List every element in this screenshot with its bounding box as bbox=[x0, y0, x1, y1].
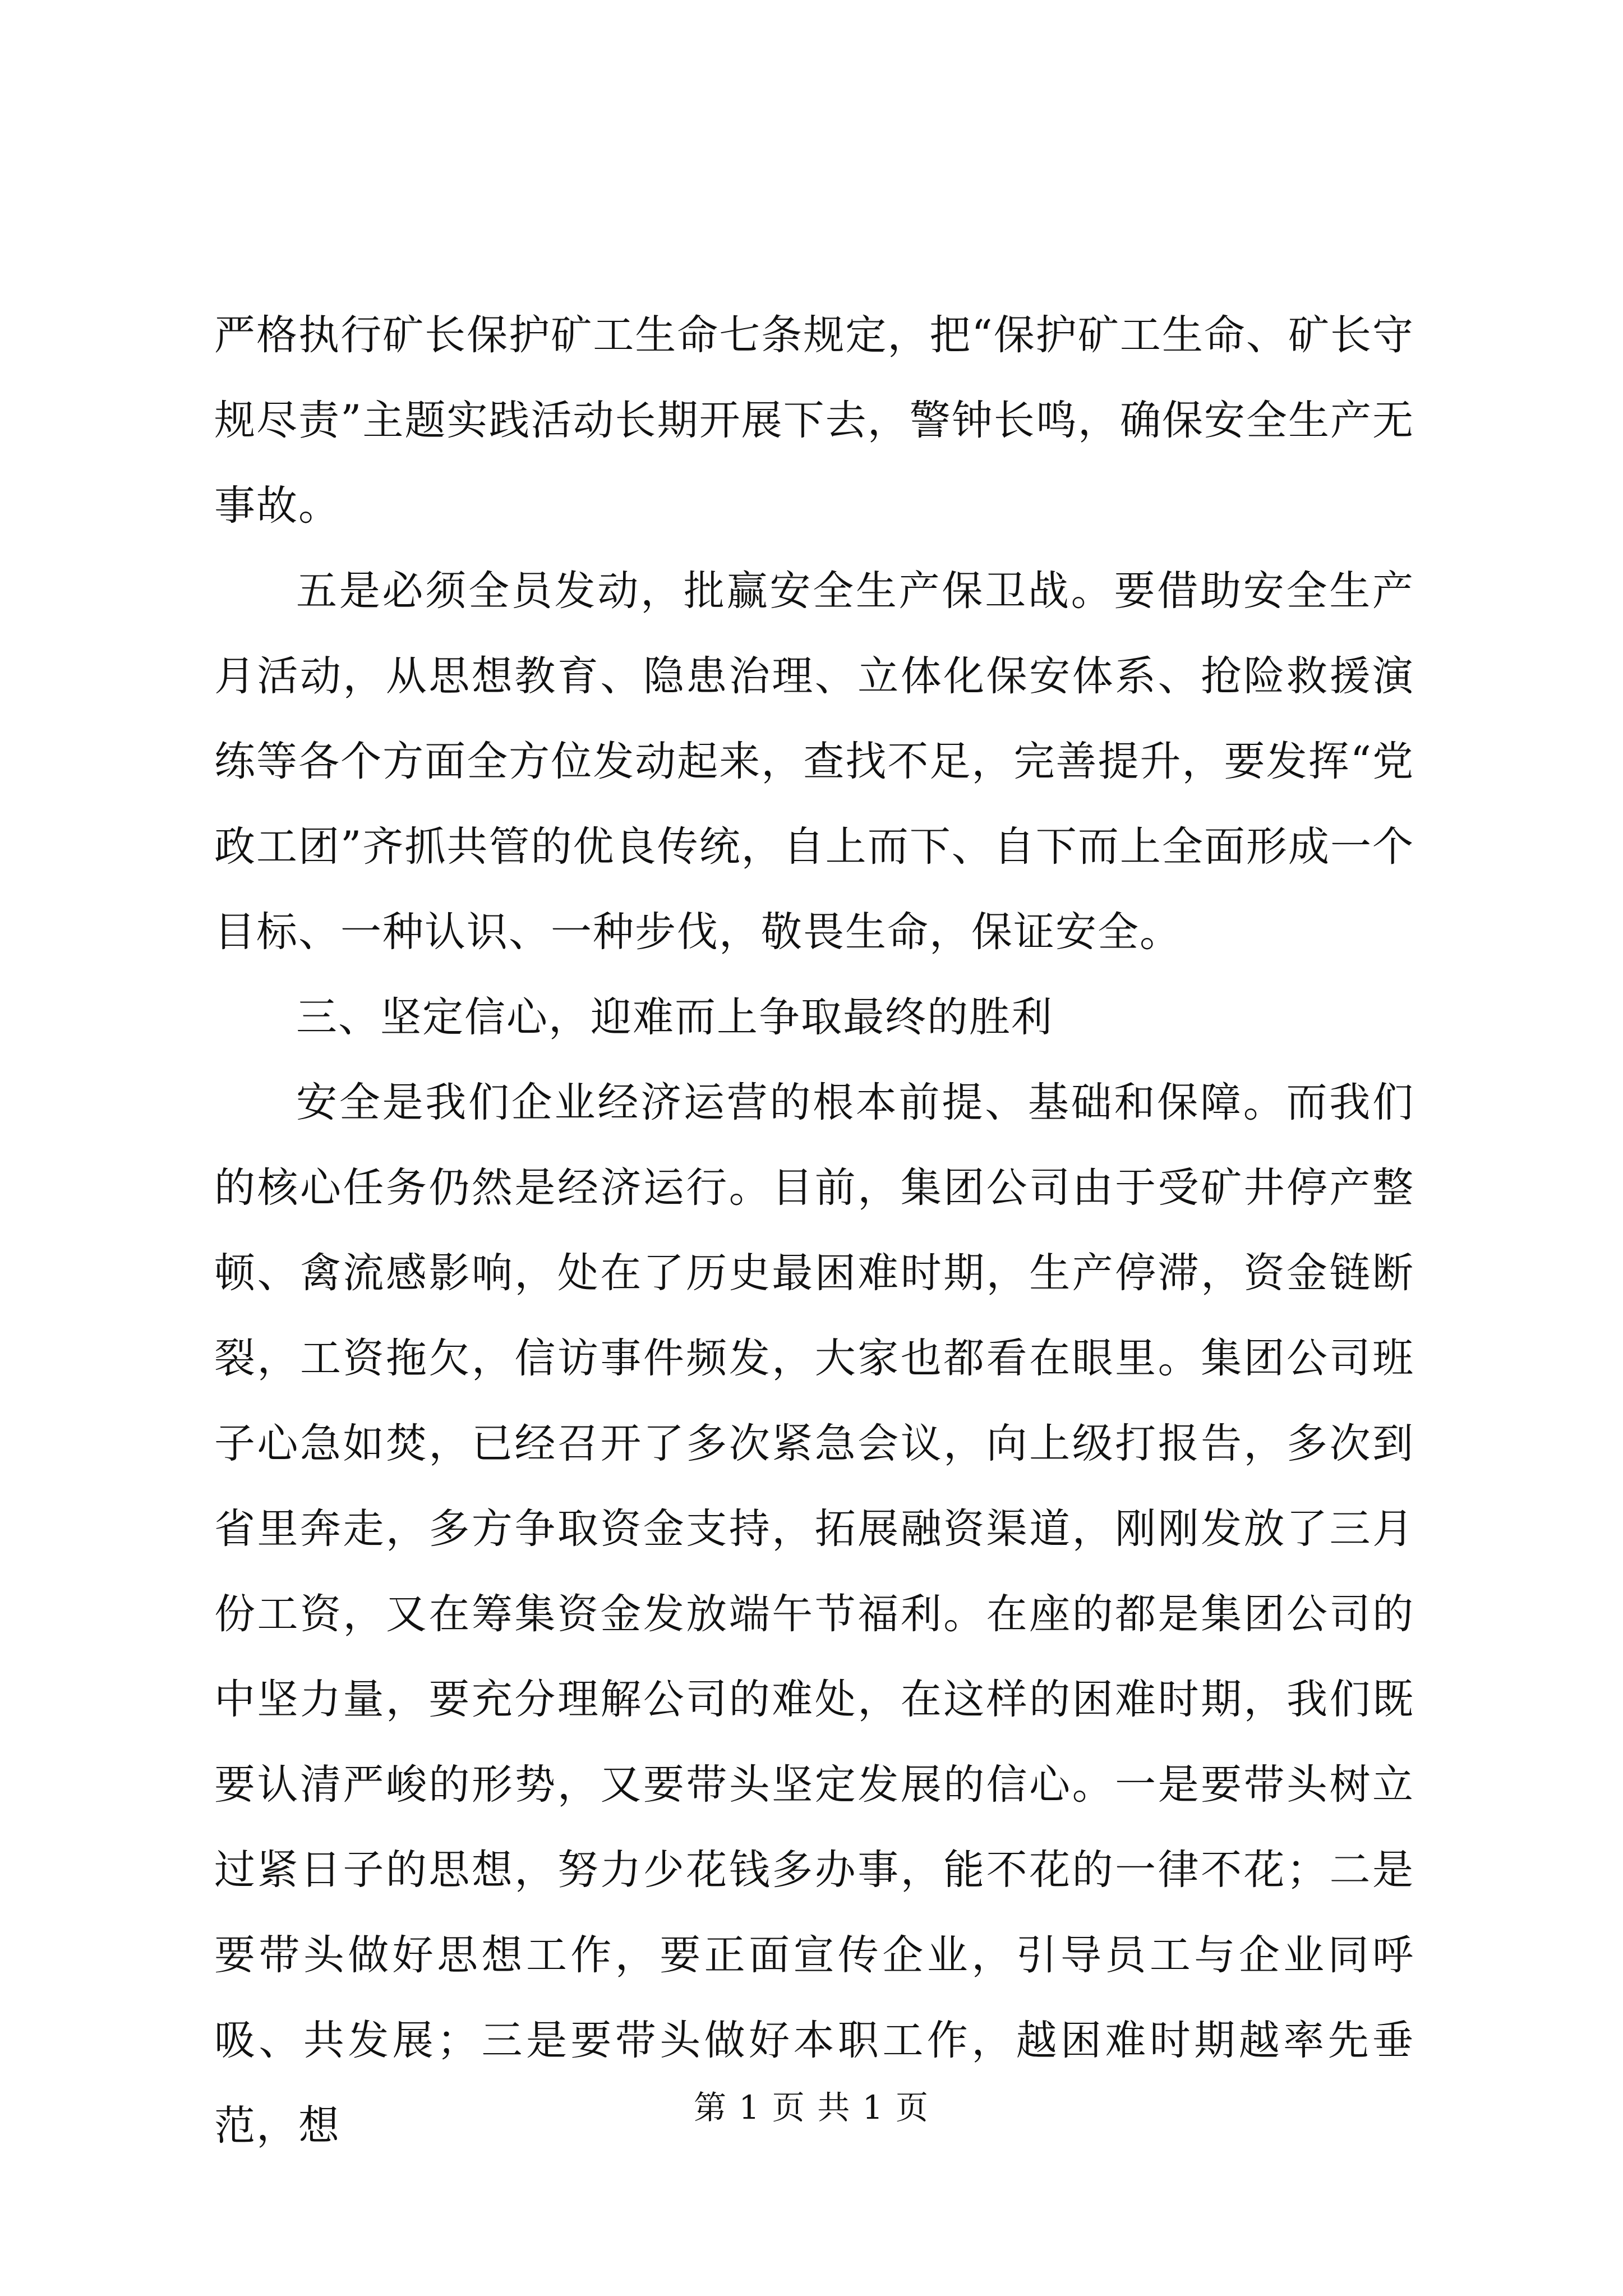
paragraph-2: 五是必须全员发动，批赢安全生产保卫战。要借助安全生产月活动，从思想教育、隐患治理、立体化保安体系、抢险救援演练等各个方面全方位发动起来，查找不足，完善提升，要发挥“党政工团”齐抓共管的优良传统，自上而下、自下而上全面形成一个目标、一种认识、一种步伐，敬畏生命，保证安全。 bbox=[214, 567, 1414, 956]
paragraph-3: 安全是我们企业经济运营的根本前提、基础和保障。而我们的核心任务仍然是经济运行。目前，集团公司由于受矿井停产整顿、禽流感影响，处在了历史最困难时期，生产停滞，资金链断裂，工资拖欠，信访事件频发，大家也都看在眼里。集团公司班子心急如焚，已经召开了多次紧急会议，向上级打报告，多次到省里奔走，多方争取资金支持，拓展融资渠道，刚刚发放了三月份工资，又在筹集资金发放端午节福利。在座的都是集团公司的中坚力量，要充分理解公司的难处，在这样的困难时期，我们既要认清严峻的形势，又要带头坚定发展的信心。一是要带头树立过紧日子的思想，努力少花钱多办事，能不花的一律不花；二是要带头做好思想工作，要正面宣传企业，引导员工与企业同呼吸、共发展；三是要带头做好本职工作，越困难时期越率先垂范，想 bbox=[214, 1079, 1414, 2150]
page-footer: 第 1 页 共 1 页 bbox=[694, 2088, 929, 2127]
document-body bbox=[214, 293, 1414, 2169]
section-heading: 三、坚定信心，迎难而上争取最终的胜利 bbox=[296, 993, 1053, 1041]
paragraph-1: 严格执行矿长保护矿工生命七条规定，把“保护矿工生命、矿长守规尽责”主题实践活动长期开展下去，警钟长鸣，确保安全生产无事故。 bbox=[214, 311, 1414, 530]
